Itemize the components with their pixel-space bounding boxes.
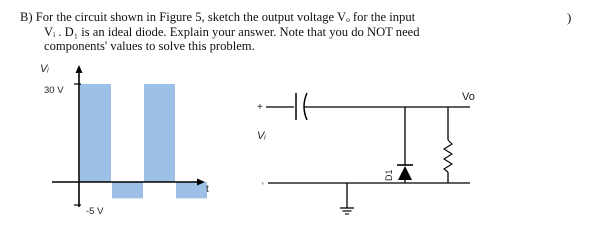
circuit-schematic bbox=[266, 93, 470, 214]
plus-terminal-label: + bbox=[257, 102, 263, 113]
diode-label: D1 bbox=[384, 169, 394, 181]
diode-triangle bbox=[398, 166, 412, 180]
stray-parenthesis: ) bbox=[567, 10, 572, 25]
y-axis-arrow bbox=[76, 65, 83, 73]
question-line-2: Vᵢ . D₁ is an ideal diode. Explain your answer. Note that you do NOT need bbox=[44, 24, 420, 39]
pulse-low-1 bbox=[112, 182, 143, 198]
pulse-low-3 bbox=[176, 182, 207, 198]
low-voltage-label: -5 V bbox=[86, 206, 104, 217]
input-waveform-graph bbox=[40, 63, 209, 217]
question-line-3: components' values to solve this problem. bbox=[44, 39, 255, 53]
question-line-1: B) For the circuit shown in Figure 5, sketch the output voltage Vₒ for the input bbox=[20, 10, 416, 24]
output-voltage-label: Vo bbox=[462, 91, 475, 103]
x-axis-label: t bbox=[206, 184, 209, 195]
pulse-high-2 bbox=[144, 84, 175, 182]
high-voltage-label: 30 V bbox=[44, 85, 64, 96]
input-voltage-label: Vᵢ bbox=[257, 130, 266, 142]
pulse-high-0 bbox=[80, 84, 111, 182]
minus-terminal-mark: ' bbox=[262, 181, 264, 191]
y-axis-label: Vᵢ bbox=[40, 63, 49, 75]
resistor-zigzag bbox=[444, 140, 452, 172]
pulse-group bbox=[80, 84, 207, 198]
